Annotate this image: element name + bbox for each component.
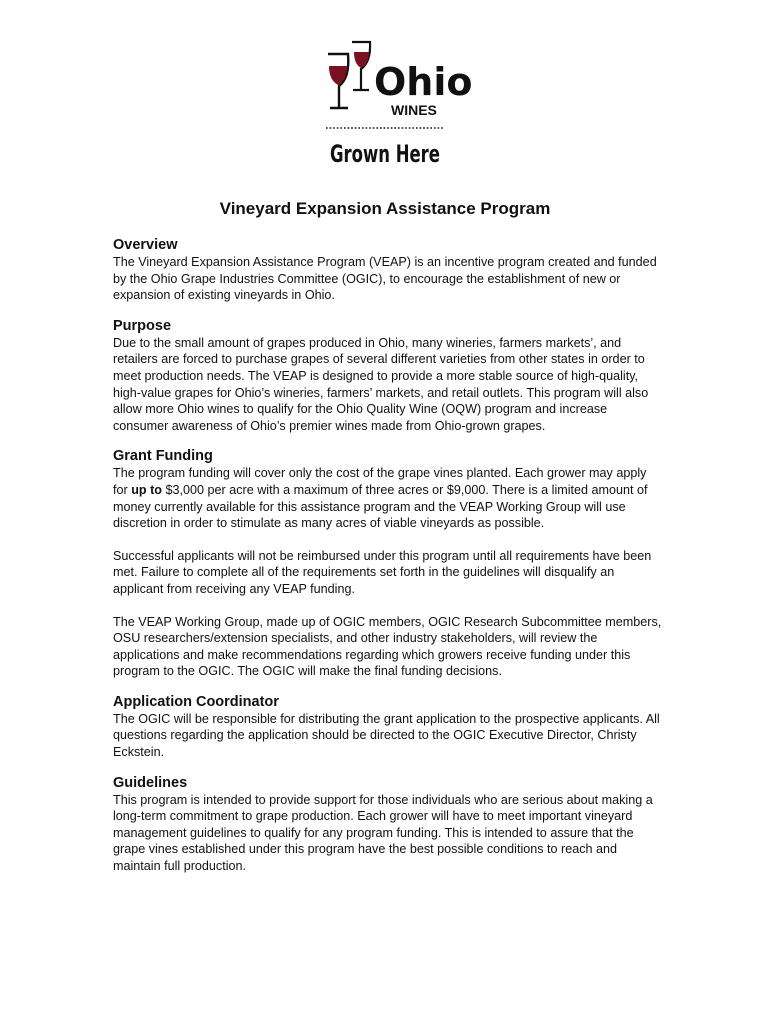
- guidelines-paragraph: This program is intended to provide support for those individuals who are serious about making a long-term commitment to grape production. Each grower will have to meet important vineyard management guidelines to qualify for any program funding. This is intended to assure that the grape vines established under this program have the best possible conditions to reach and maintain full production.: [113, 792, 653, 874]
- ohio-wines-logo: [322, 38, 473, 168]
- logo-tagline: Grown Here: [330, 140, 440, 168]
- grant-funding-paragraph-3: The VEAP Working Group, made up of OGIC members, OGIC Research Subcommittee members, OSU researchers/extension specialists, and other industry stakeholders, will review the applications and make recommendations regarding which growers receive funding under this program to the OGIC. The OGIC will make the final funding decisions.: [113, 614, 662, 679]
- overview-section: [113, 236, 663, 304]
- application-coordinator-heading: Application Coordinator: [113, 693, 279, 710]
- grant-funding-paragraph-2: Successful applicants will not be reimbursed under this program until all requirements have been met. Failure to complete all of the requirements set forth in the guidelines will disqualify an applicant from receiving any VEAP funding.: [113, 548, 652, 596]
- document-title: Vineyard Expansion Assistance Program: [219, 199, 551, 218]
- application-coordinator-section: [113, 693, 663, 761]
- grant-funding-heading: Grant Funding: [113, 448, 213, 465]
- guidelines-heading: Guidelines: [113, 774, 188, 791]
- grant-funding-paragraph-1: [113, 465, 663, 531]
- logo-brand-top: Ohio: [374, 60, 473, 104]
- application-coordinator-paragraph: The OGIC will be responsible for distributing the grant application to the prospective applicants. All questions regarding the application should be directed to the OGIC Executive Director, Christy Eckstein.: [113, 711, 660, 760]
- overview-heading: Overview: [113, 237, 178, 253]
- document-body: [113, 236, 663, 888]
- grant-funding-section: [113, 447, 663, 680]
- purpose-paragraph: Due to the small amount of grapes produced in Ohio, many wineries, farmers markets’, and retailers are forced to purchase grapes of several different varieties from other states in order to meet production needs. The VEAP is designed to provide a more stable source of high-quality, high-value grapes for Ohio’s wineries, farmers’ markets, and retail outlets. This program will also allow more Ohio wines to qualify for the Ohio Quality Wine (OQW) program and increase consumer awareness of Ohio’s premier wines made from Ohio-grown grapes.: [113, 335, 649, 433]
- overview-paragraph: The Vineyard Expansion Assistance Program (VEAP) is an incentive program created and funded by the Ohio Grape Industries Committee (OGIC), to encourage the establishment of new or expansion of existing vineyards in Ohio.: [113, 255, 657, 303]
- purpose-section: [113, 317, 663, 435]
- grant-funding-text-before: The program funding will cover only the cost of the grape vines planted. Each grower may apply for: [113, 466, 647, 497]
- logo-brand-sub: WINES: [391, 102, 437, 118]
- grant-funding-text-after: $3,000 per acre with a maximum of three acres or $9,000. There is a limited amount of money currently available for this assistance program and the VEAP Working Group will use discretion in order to stimulate as many acres of viable vineyards as possible.: [113, 482, 648, 531]
- wine-glasses-icon: [322, 38, 473, 168]
- grant-funding-emphasis: up to: [131, 482, 162, 497]
- guidelines-section: [113, 774, 663, 875]
- purpose-heading: Purpose: [113, 317, 172, 334]
